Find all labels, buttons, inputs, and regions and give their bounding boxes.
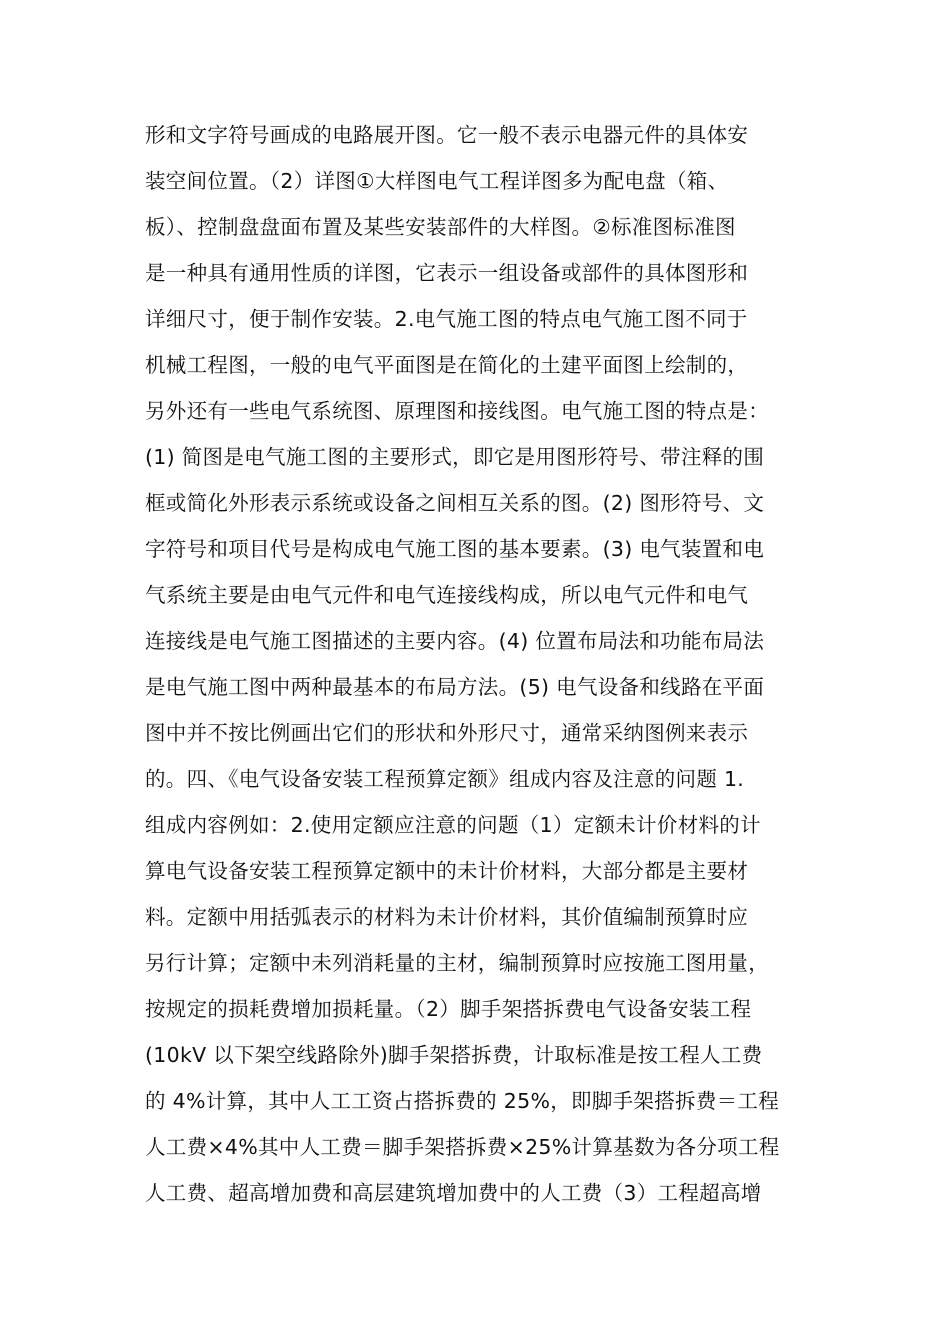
- text-line: 的 4%计算，其中人工工资占搭拆费的 25%，即脚手架搭拆费＝工程: [145, 1089, 780, 1113]
- text-line: 详细尺寸，便于制作安装。2.电气施工图的特点电气施工图不同于: [145, 307, 748, 331]
- text-line: 框或简化外形表示系统或设备之间相互关系的图。(2) 图形符号、文: [145, 491, 765, 515]
- text-line: 装空间位置。（2）详图①大样图电气工程详图多为配电盘（箱、: [145, 169, 729, 193]
- text-line: 机械工程图，一般的电气平面图是在简化的土建平面图上绘制的，: [145, 353, 749, 377]
- text-line: 另行计算；定额中未列消耗量的主材，编制预算时应按施工图用量，: [145, 951, 769, 975]
- text-line: 按规定的损耗费增加损耗量。（2）脚手架搭拆费电气设备安装工程: [145, 997, 752, 1021]
- text-line: 字符号和项目代号是构成电气施工图的基本要素。(3) 电气装置和电: [145, 537, 765, 561]
- text-line: 算电气设备安装工程预算定额中的未计价材料，大部分都是主要材: [145, 859, 749, 883]
- text-line: 图中并不按比例画出它们的形状和外形尺寸，通常采纳图例来表示: [145, 721, 749, 745]
- text-line: 板）、控制盘盘面布置及某些安装部件的大样图。②标准图标准图: [145, 215, 736, 239]
- text-line: 料。定额中用括弧表示的材料为未计价材料，其价值编制预算时应: [145, 905, 749, 929]
- text-line: 另外还有一些电气系统图、原理图和接线图。电气施工图的特点是：: [145, 399, 769, 423]
- text-line: (10kV 以下架空线路除外)脚手架搭拆费，计取标准是按工程人工费: [145, 1043, 763, 1067]
- text-line: 人工费、超高增加费和高层建筑增加费中的人工费（3）工程超高增: [145, 1181, 762, 1205]
- text-line: 连接线是电气施工图描述的主要内容。(4) 位置布局法和功能布局法: [145, 629, 765, 653]
- text-line: 气系统主要是由电气元件和电气连接线构成，所以电气元件和电气: [145, 583, 749, 607]
- text-line: 形和文字符号画成的电路展开图。它一般不表示电器元件的具体安: [145, 123, 749, 147]
- text-line: 组成内容例如：2.使用定额应注意的问题（1）定额未计价材料的计: [145, 813, 761, 837]
- text-line: 是一种具有通用性质的详图，它表示一组设备或部件的具体图形和: [145, 261, 749, 285]
- text-line: 的。四、《电气设备安装工程预算定额》组成内容及注意的问题 1.: [145, 767, 745, 791]
- text-line: 是电气施工图中两种最基本的布局方法。(5) 电气设备和线路在平面: [145, 675, 765, 699]
- text-line: 人工费×4%其中人工费＝脚手架搭拆费×25%计算基数为各分项工程: [145, 1135, 780, 1159]
- text-line: (1) 简图是电气施工图的主要形式，即它是用图形符号、带注释的围: [145, 445, 765, 469]
